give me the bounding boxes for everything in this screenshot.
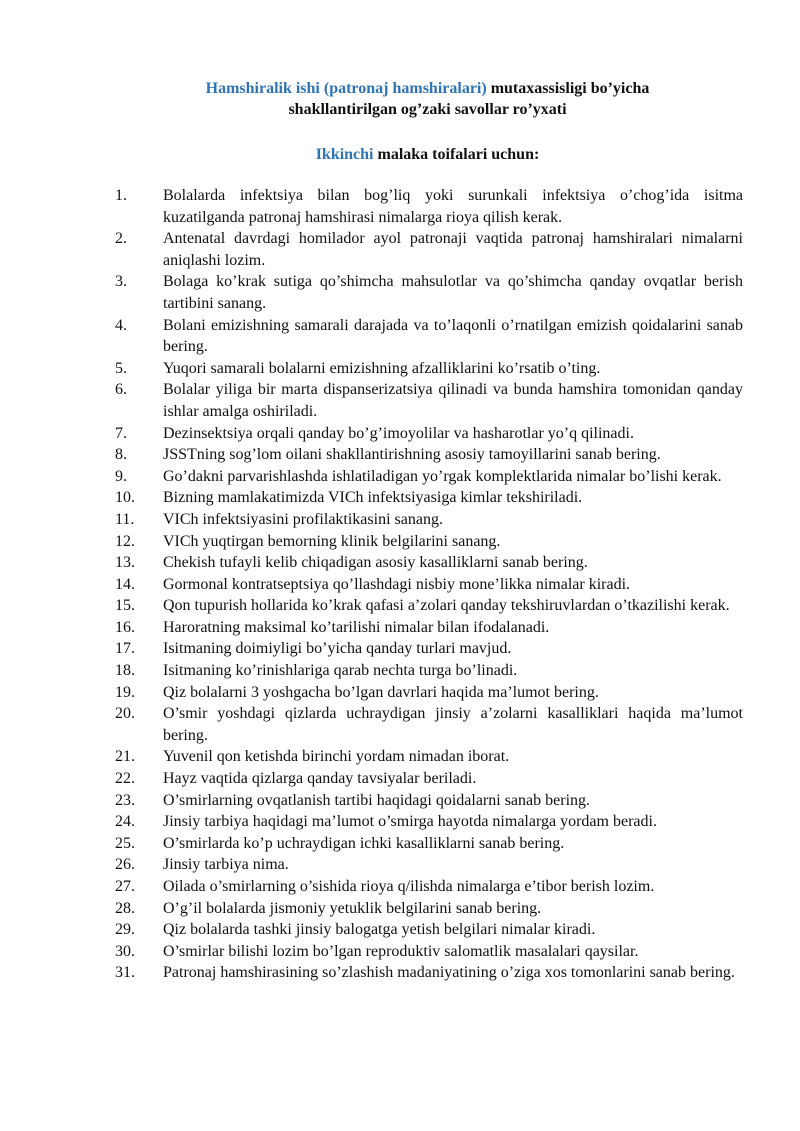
list-item [115,444,743,466]
list-item [115,423,743,445]
question-text: Patronaj hamshirasining so’zlashish madaniyatining o’ziga xos tomonlarini sanab bering. [163,964,735,982]
list-item [115,682,743,704]
list-item [115,271,743,314]
question-number: 11. [115,510,135,528]
question-number: 26. [115,856,135,874]
question-text: JSSTning sog’lom oilani shakllantirishning asosiy tamoyillarini sanab bering. [163,446,661,464]
question-number: 20. [115,705,135,723]
question-number: 22. [115,770,135,788]
document-title [100,78,755,120]
list-item [115,962,743,984]
list-item [115,228,743,271]
list-item [115,833,743,855]
question-text: VICh infektsiyasini profilaktikasini sanang. [163,510,443,528]
list-item [115,509,743,531]
question-text: Bizning mamlakatimizda VICh infektsiyasiga kimlar tekshiriladi. [163,489,583,507]
list-item [115,379,743,422]
question-text: Bolalar yiliga bir marta dispanserizatsiya qilinadi va bunda hamshira tomonidan qanday ishlar amalga oshiriladi. [163,381,743,420]
question-text: Dezinsektsiya orqali qanday bo’g’imoyolilar va hasharotlar yo’q qilinadi. [163,424,634,442]
question-number: 1. [115,187,127,204]
question-number: 10. [115,489,135,507]
list-item [115,552,743,574]
question-list [115,185,743,984]
list-item [115,358,743,380]
list-item [115,941,743,963]
title-line-2: shakllantirilgan og’zaki savollar ro’yxati [288,101,567,118]
list-item [115,466,743,488]
question-text: Gormonal kontratseptsiya qo’llashdagi nisbiy mone’likka nimalar kiradi. [163,575,631,593]
list-item [115,531,743,553]
question-number: 7. [115,424,127,442]
list-item [115,746,743,768]
question-text: Go’dakni parvarishlashda ishlatiladigan yo’rgak komplektlarida nimalar bo’lishi kerak. [163,467,722,485]
question-text: O’smirlarda ko’p uchraydigan ichki kasalliklarni sanab bering. [163,834,565,852]
list-item [115,811,743,833]
question-text: Isitmaning ko’rinishlariga qarab nechta turga bo’linadi. [163,662,518,680]
question-text: Isitmaning doimiyligi bo’yicha qanday turlari mavjud. [163,640,512,658]
question-number: 18. [115,662,135,680]
question-number: 21. [115,748,135,766]
subtitle-accent: Ikkinchi [315,146,374,163]
question-text: Yuvenil qon ketishda birinchi yordam nimadan iborat. [163,748,510,766]
question-number: 6. [115,381,127,399]
question-number: 24. [115,813,135,831]
question-number: 9. [115,467,127,485]
question-number: 29. [115,921,135,939]
list-item [115,876,743,898]
question-number: 13. [115,554,135,572]
question-text: O’smirlarning ovqatlanish tartibi haqidagi qoidalarni sanab bering. [163,791,591,809]
document-subtitle [100,144,755,165]
question-number: 25. [115,834,135,852]
question-text: VICh yuqtirgan bemorning klinik belgilarini sanang. [163,532,501,550]
question-text: O’smirlar bilishi lozim bo’lgan reproduktiv salomatlik masalalari qaysilar. [163,942,639,960]
question-number: 23. [115,791,135,809]
question-text: O’g’il bolalarda jismoniy yetuklik belgilarini sanab bering. [163,899,542,917]
question-text: Chekish tufayli kelib chiqadigan asosiy kasalliklarni sanab bering. [163,554,588,572]
list-item [115,854,743,876]
list-item [115,595,743,617]
question-number: 3. [115,273,127,291]
question-text: Hayz vaqtida qizlarga qanday tavsiyalar beriladi. [163,770,477,788]
question-text: Oilada o’smirlarning o’sishida rioya q/ilishda nimalarga e’tibor berish lozim. [163,878,655,895]
question-text: Qon tupurish hollarida ko’krak qafasi a’zolari qanday tekshiruvlardan o’tkazilishi kerak. [163,597,730,615]
list-item [115,617,743,639]
question-number: 27. [115,878,135,895]
question-text: Antenatal davrdagi homilador ayol patronaji vaqtida patronaj hamshiralari nimalarni aniqlashi lozim. [163,230,743,269]
list-item [115,574,743,596]
question-number: 30. [115,942,135,960]
list-item [115,487,743,509]
question-text: Qiz bolalarda tashki jinsiy balogatga yetish belgilari nimalar kiradi. [163,921,596,939]
question-number: 19. [115,683,135,701]
question-text: Bolani emizishning samarali darajada va to’laqonli o’rnatilgan emizish qoidalarini sanab bering. [163,316,743,356]
question-text: Yuqori samarali bolalarni emizishning afzalliklarini ko’rsatib o’ting. [163,359,601,377]
question-text: Haroratning maksimal ko’tarilishi nimalar bilan ifodalanadi. [163,618,550,636]
question-text: Qiz bolalarni 3 yoshgacha bo’lgan davrlari haqida ma’lumot bering. [163,683,599,701]
question-text: Jinsiy tarbiya nima. [163,856,289,874]
question-number: 16. [115,618,135,636]
question-number: 15. [115,597,135,615]
list-item [115,185,743,228]
list-item [115,315,743,358]
question-text: Jinsiy tarbiya haqidagi ma’lumot o’smirga hayotda nimalarga yordam beradi. [163,813,657,831]
list-item [115,768,743,790]
subtitle-rest: malaka toifalari uchun: [373,146,540,163]
title-accent: Hamshiralik ishi (patronaj hamshiralari) [205,80,487,97]
question-text: Bolaga ko’krak sutiga qo’shimcha mahsulotlar va qo’shimcha qanday ovqatlar berish tartibini sanang. [163,273,743,312]
list-item [115,790,743,812]
question-number: 5. [115,359,127,377]
question-number: 2. [115,230,127,248]
question-number: 14. [115,575,135,593]
question-text: O’smir yoshdagi qizlarda uchraydigan jinsiy a’zolarni kasalliklari haqida ma’lumot bering. [163,705,743,744]
list-item [115,898,743,920]
question-text: Bolalarda infektsiya bilan bog’liq yoki surunkali infektsiya o’chog’ida isitma kuzatilganda patronaj hamshirasi nimalarga rioya qilish kerak. [163,187,743,226]
question-number: 12. [115,532,135,550]
list-item [115,703,743,746]
question-number: 8. [115,446,127,464]
title-rest: mutaxassisligi bo’yicha [486,80,650,97]
question-number: 28. [115,899,135,917]
question-number: 31. [115,964,135,982]
list-item [115,638,743,660]
question-number: 4. [115,316,127,334]
question-number: 17. [115,640,135,658]
list-item [115,919,743,941]
list-item [115,660,743,682]
